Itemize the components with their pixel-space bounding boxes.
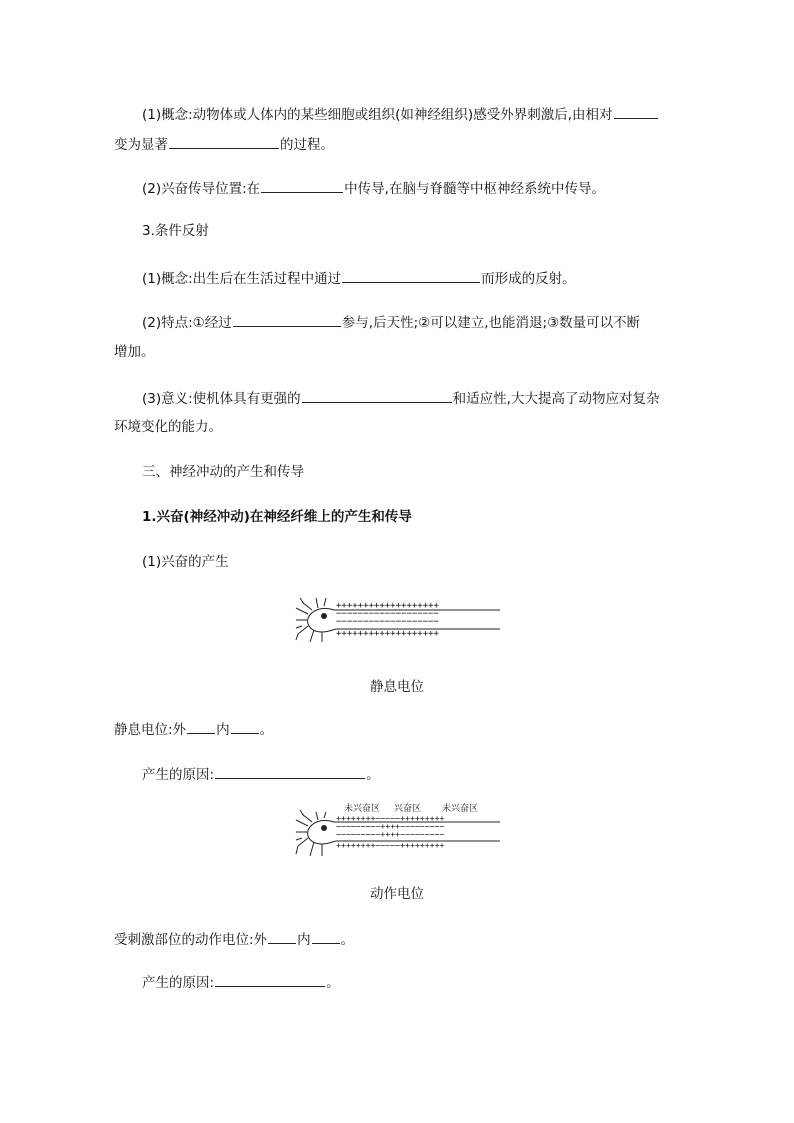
fill-blank[interactable] xyxy=(233,312,341,327)
resting-potential-line xyxy=(114,719,273,739)
resting-cause-line xyxy=(142,764,380,784)
charge-row-4: ++++++++−−−−−+++++++++ xyxy=(336,840,445,850)
fill-blank[interactable] xyxy=(302,388,452,403)
fill-blank[interactable] xyxy=(231,719,259,734)
fill-blank[interactable] xyxy=(614,104,658,119)
text: 参与,后天性;②可以建立,也能消退;③数量可以不断 xyxy=(341,315,641,331)
text: 和适应性,大大提高了动物应对复杂 xyxy=(452,391,660,407)
fill-blank[interactable] xyxy=(215,764,365,779)
inner-charge-row: −−−−−−−−−−−−−−−−−−− xyxy=(336,617,439,627)
figure-caption: 动作电位 xyxy=(370,886,424,902)
fill-blank[interactable] xyxy=(169,134,279,149)
fill-blank[interactable] xyxy=(187,719,215,734)
text: (3)意义:使机体具有更强的 xyxy=(142,391,301,407)
conduction-line xyxy=(142,178,605,198)
reflex-meaning-line-2: 环境变化的能力。 xyxy=(114,419,222,435)
reflex-feature-line-1 xyxy=(142,312,640,332)
region-label-right: 未兴奋区 xyxy=(442,804,479,814)
text: 。 xyxy=(366,767,380,783)
text: 而形成的反射。 xyxy=(481,271,576,287)
fill-blank[interactable] xyxy=(261,178,343,193)
outer-charge-row: +++++++++++++++++++ xyxy=(336,601,439,611)
text: 的过程。 xyxy=(280,137,334,153)
text: 产生的原因: xyxy=(142,767,215,783)
charge-row-2: −−−−−−−−−++++−−−−−−−−− xyxy=(336,821,445,831)
outer-charge-row: +++++++++++++++++++ xyxy=(336,629,439,639)
fill-blank[interactable] xyxy=(215,972,325,987)
resting-potential-figure xyxy=(294,596,504,644)
text: (2)特点:①经过 xyxy=(142,315,232,331)
region-label-middle: 兴奋区 xyxy=(394,804,422,814)
text: 受刺激部位的动作电位:外 xyxy=(114,932,268,948)
subsection-heading: 1.兴奋(神经冲动)在神经纤维上的产生和传导 xyxy=(142,509,412,525)
text: 静息电位:外 xyxy=(114,722,187,738)
concept-line-2 xyxy=(114,134,334,154)
concept-line-1 xyxy=(142,104,659,124)
text: (1)概念:动物体或人体内的某些细胞或组织(如神经组织)感受外界刺激后,由相对 xyxy=(142,107,613,123)
reflex-meaning-line-1 xyxy=(142,388,659,408)
reflex-concept-line xyxy=(142,268,576,288)
text: 。 xyxy=(326,975,340,991)
text: (2)兴奋传导位置:在 xyxy=(142,181,261,197)
charge-row-3: −−−−−−−−−++++−−−−−−−−− xyxy=(336,829,445,839)
part-heading: 三、神经冲动的产生和传导 xyxy=(142,464,304,480)
text: 内 xyxy=(297,932,311,948)
text: 变为显著 xyxy=(114,137,168,153)
fill-blank[interactable] xyxy=(268,929,296,944)
fill-blank[interactable] xyxy=(342,268,480,283)
reflex-feature-line-2: 增加。 xyxy=(114,344,155,360)
charge-row-1: ++++++++−−−−−+++++++++ xyxy=(336,813,445,823)
action-potential-figure xyxy=(294,800,504,860)
text: 。 xyxy=(259,722,274,738)
fill-blank[interactable] xyxy=(312,929,340,944)
region-label-left: 未兴奋区 xyxy=(344,804,381,814)
text: 产生的原因: xyxy=(142,975,215,991)
subsubsection-heading: (1)兴奋的产生 xyxy=(142,554,229,570)
figure-caption: 静息电位 xyxy=(370,679,424,695)
inner-charge-row: −−−−−−−−−−−−−−−−−−− xyxy=(336,609,439,619)
text: 。 xyxy=(340,932,355,948)
action-potential-line xyxy=(114,929,354,949)
action-cause-line xyxy=(142,972,340,992)
text: (1)概念:出生后在生活过程中通过 xyxy=(142,271,342,287)
section-heading: 3.条件反射 xyxy=(142,223,209,239)
text: 内 xyxy=(216,722,230,738)
text: 中传导,在脑与脊髓等中枢神经系统中传导。 xyxy=(344,181,605,197)
